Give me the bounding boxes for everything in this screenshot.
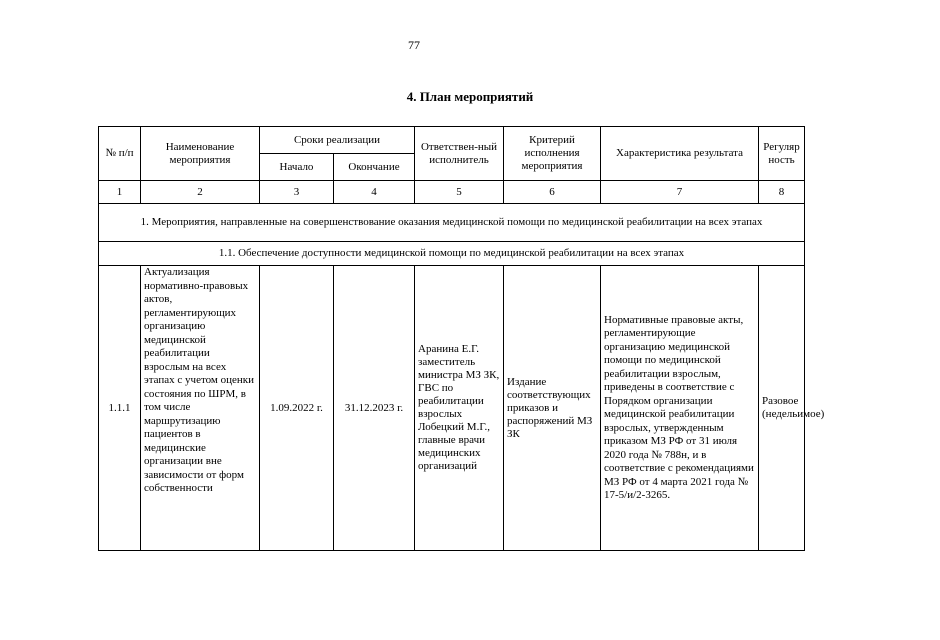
header-num: № п/п xyxy=(99,127,141,181)
header-start: Начало xyxy=(260,154,334,181)
column-numbers-row xyxy=(99,181,805,204)
row-activity-name: Актуализация нормативно-правовых актов, регламентирующих организацию медицинской реабилитации взрослым на всех этапах с учетом оценки состояния по ШРМ, в том числе маршрутизацию пациентов в медицинские организации вне зависимости от форм собственности xyxy=(141,266,260,551)
row-criterion: Издание соответствующих приказов и распоряжений МЗ ЗК xyxy=(504,266,601,551)
table-row xyxy=(99,266,805,551)
column-number: 1 xyxy=(99,181,141,204)
subsection-heading: 1.1. Обеспечение доступности медицинской помощи по медицинской реабилитации на всех этапах xyxy=(99,242,805,266)
row-regularity: Разовое (недельимое) xyxy=(759,266,805,551)
header-name: Наименование мероприятия xyxy=(141,127,260,181)
page-number: 77 xyxy=(408,38,420,52)
column-number: 7 xyxy=(601,181,759,204)
header-terms: Сроки реализации xyxy=(260,127,415,154)
column-number: 3 xyxy=(260,181,334,204)
row-responsible: Аранина Е.Г. заместитель министра МЗ ЗК, ГВС по реабилитации взрослых Лобецкий М.Г., главные врачи медицинских организаций xyxy=(415,266,504,551)
header-row xyxy=(99,127,805,154)
header-criterion: Критерий исполнения мероприятия xyxy=(504,127,601,181)
row-end-date: 31.12.2023 г. xyxy=(334,266,415,551)
column-number: 4 xyxy=(334,181,415,204)
column-number: 5 xyxy=(415,181,504,204)
section-heading: 1. Мероприятия, направленные на совершенствование оказания медицинской помощи по медицинской реабилитации на всех этапах xyxy=(99,204,805,242)
header-responsible: Ответствен-ный исполнитель xyxy=(415,127,504,181)
column-number: 6 xyxy=(504,181,601,204)
header-characteristic: Характеристика результата xyxy=(601,127,759,181)
section-title: 4. План мероприятий xyxy=(406,89,534,104)
row-num: 1.1.1 xyxy=(99,266,141,551)
header-regularity: Регуляр ность xyxy=(759,127,805,181)
row-start-date: 1.09.2022 г. xyxy=(260,266,334,551)
section-row xyxy=(99,204,805,242)
header-end: Окончание xyxy=(334,154,415,181)
row-characteristic: Нормативные правовые акты, регламентирующие организацию медицинской помощи по медицинской реабилитации взрослым, приведены в соответствие с Порядком организации медицинской реабилитации взрослых, утвержденным приказом МЗ РФ от 31 июля 2020 года № 788н, и в соответствие с рекомендациями МЗ РФ от 4 марта 2021 года № 17-5/и/2-3265. xyxy=(601,266,759,551)
subsection-row xyxy=(99,242,805,266)
column-number: 8 xyxy=(759,181,805,204)
column-number: 2 xyxy=(141,181,260,204)
plan-table xyxy=(98,126,825,551)
